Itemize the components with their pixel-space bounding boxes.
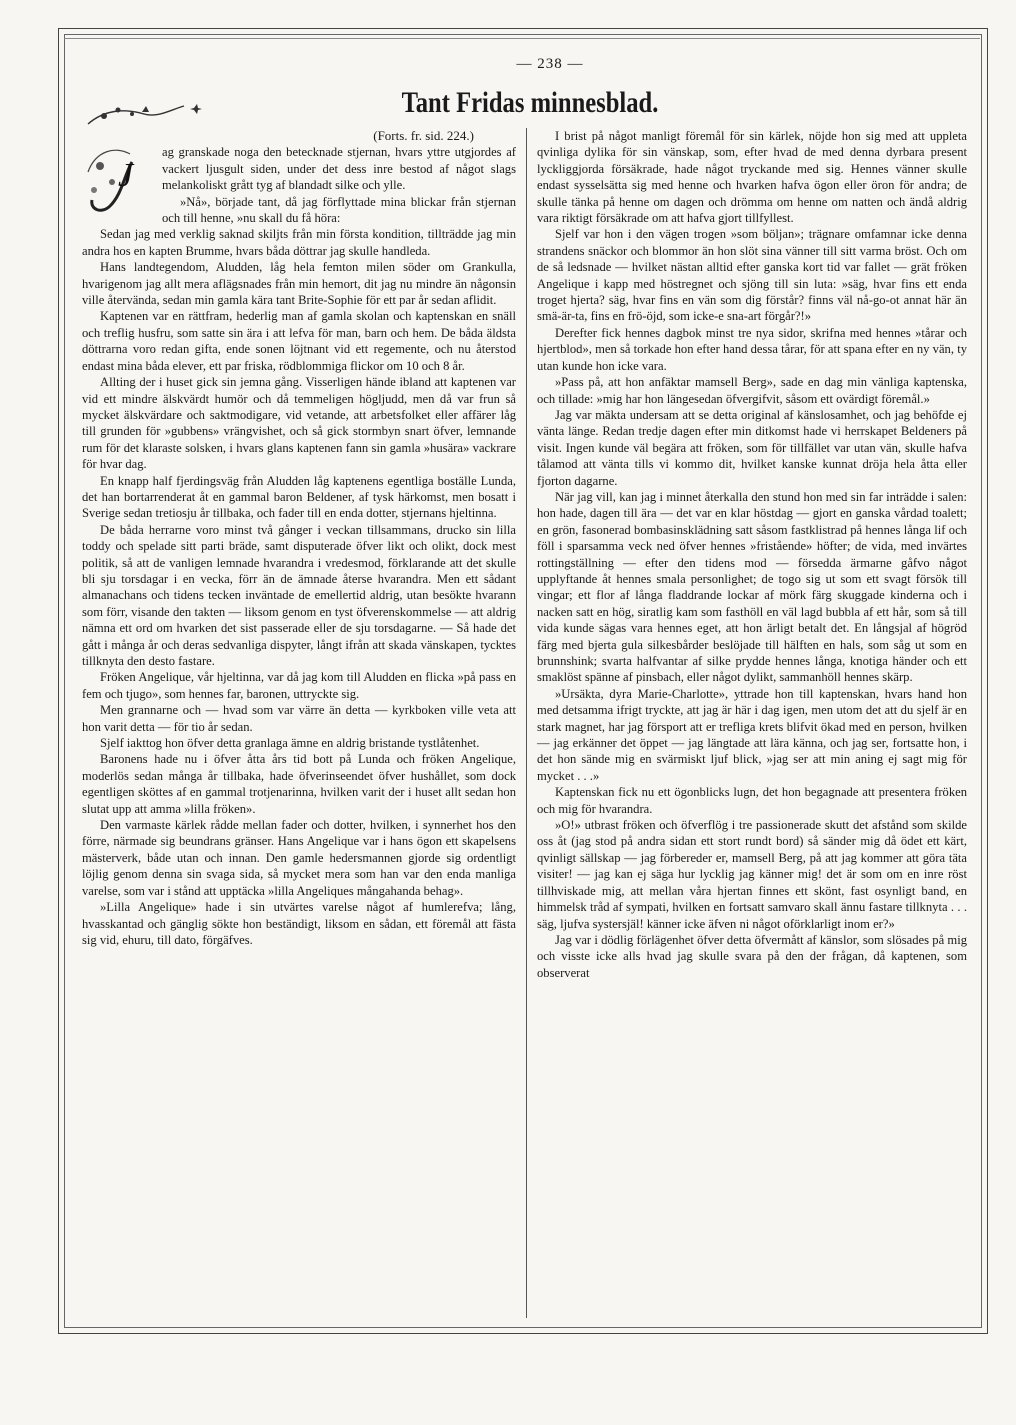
paragraph: Sjelf iakttog hon öfver detta granlaga ämne en aldrig bristande tystlåtenhet. — [100, 736, 480, 751]
paragraph: Fröken Angelique, vår hjeltinna, var då jag kom till Aludden en flicka »på pass en fem och tjugo», som hennes far, baronen, uttryckte sig. — [82, 670, 516, 701]
drop-cap-ornament-icon — [82, 142, 156, 218]
article-title: Tant Fridas minnesblad. — [401, 86, 659, 119]
paragraph: Kaptenskan fick nu ett ögonblicks lugn, det hon begagnade att presentera fröken och mig för hvarandra. — [537, 785, 967, 816]
paragraph: I brist på något manligt föremål för sin kärlek, nöjde hon sig med att uppleta qvinliga dylika för sin vänskap, som, efter hvad de med denna dyrbara present lyckliggjorda försäkrade, hade något tryckande med sig. Hennes vänner skulle endast sysselsätta sig med henne och hvarken hafva ögon eller öron för andra; de skulle tänka på henne om dagen och drömma om henne om natten och ändå aldrig vara riktigt försäkrade om att hafva gjort tillfyllest. — [537, 129, 967, 226]
paragraph: »Nå», började tant, då jag förflyttade mina blickar från stjernan och till henne, »nu skall du få höra: — [162, 194, 516, 226]
paragraph: Kaptenen var en rättfram, hederlig man af gamla skolan och kaptenskan en snäll och treflig husfru, som satte sin ära i att lefva för man, barn och hem. De båda äldsta döttrarna voro redan gifta, ende sonen löjtnant vid ett regemente, och nu återstod endast mina båda elever, ett par friska, rödblommiga flickor om 10 och 8 år. — [82, 309, 516, 373]
paragraph: Allting der i huset gick sin jemna gång. Visserligen hände ibland att kaptenen var vid ett mindre älskvärdt humör och då temmeligen högljudd, men då var frun så mycket älskvärdare och saktmodigare, vid vetande, att arbetsfolket eller affärer låg till grunden för »gubbens» vrängvishet, och så gick stormbyn snart öfver, lemnande rum för det klaraste solsken, i hvars glans kaptenen fann sin gamla »husära» vackrare för hvar dag. — [82, 375, 516, 472]
paragraph: Sjelf var hon i den vägen trogen »som böljan»; trägnare omfamnar icke denna strandens snäckor och blommor än hon slöt sina vänner till sitt varma bröst. Och om de så ledsnade — hvilket nästan alltid efter ganska kort tid var fallet — grät fröken Angelique i kapp med höstregnet och sjöng till sin luta: »säg, hvar fins ett enda troget hjerta? säg, hvar fins en vän som dig förstår? finns väl nå-go-ot annat här än smä-är-ta, fins en frö-öjd, som icke-e sna-art förgår?!» — [537, 227, 967, 324]
paragraph: »O!» utbrast fröken och öfverflög i tre passionerade skutt det afstånd som skilde oss åt (jag stod på andra sidan ett stort rundt bord) så sänder mig då ödet ett kärt, qvinligt sällskap — jag förbereder er, mamsell Berg, på att jag kommer att göra täta visiter! — jag kan ej säga hur lycklig jag känner mig! det är som om en inre röst tillhviskade mig, att mellan våra hjertan finnes ett skönt, fast osynligt band, en himmelsk tråd af sympati, hvilken en fortsatt samvaro skall ännu fastare tillknyta . . . säg, ljufva systersjäl! känner icke äfven ni något oförklarligt inom er?» — [537, 818, 967, 931]
paragraph: »Ursäkta, dyra Marie-Charlotte», yttrade hon till kaptenskan, hvars hand hon med detsamma ifrigt tryckte, att jag är här i dag igen, men utom det att du sjelf är en stark magnet, har jag försport att er trefliga krets blifvit ökad med en person, hvilken — jag erkänner det öppet — jag längtade att lära känna, och jag ser, fortsatte hon, i det hon sände mig en svärmiskt ljuf blick, »jag ser att min aning ej sagt mig för mycket . . .» — [537, 686, 967, 783]
right-column — [537, 128, 967, 981]
paragraph: De båda herrarne voro minst två gånger i veckan tillsammans, drucko sin lilla toddy och spelade sitt parti bräde, samt disputerade öfver likt och olikt, dock mest politik, så att de vanligen lemnade hvarandra i vredesmod, förklarande att det skulle bli sju torsdagar i en vecka, förr än de ämnade återse hvarandra. Men ett sådant almanachans och tidens tecken inväntade de emellertid aldrig, utan besökte hvarann som förr, visande den takten — liksom genom en tyst öfverenskommelse — att aldrig nämna ett ord om hvarken det sist passerade eller de sju torsdagarne. — Så hade det gått i många år och deras sedvanliga dispyter, långt ifrån att skada vänskapen, tycktes tillknyta den desto fastare. — [82, 522, 516, 668]
paragraph: Jag var i dödlig förlägenhet öfver detta öfvermått af känslor, som slösades på mig och visste icke alls hvad jag skulle svara på den der frågan, då kaptenen, som observerat — [537, 932, 967, 980]
paragraph: En knapp half fjerdingsväg från Aludden låg kaptenens egentliga boställe Lunda, det han bortarrenderat åt en gammal baron Beldener, af tysk härkomst, men bosatt i Sverige sedan tretiosju år tillbaka, och fader till en enda dotter, stjernans hjeltinna. — [82, 473, 516, 521]
paragraph: Men grannarne och — hvad som var värre än detta — kyrkboken ville veta att hon varit detta — för tio år sedan. — [82, 703, 516, 734]
drop-cap — [82, 142, 156, 218]
paragraph: Sedan jag med verklig saknad skiljts från min första kondition, tillträdde jag min andra hos en kapten Brumme, hvars båda döttrar jag skulle handleda. — [82, 227, 516, 258]
paragraph: Baronens hade nu i öfver åtta års tid bott på Lunda och fröken Angelique, moderlös sedan många år tillbaka, hade öfverinseendet öfver hushållet, som dock egentligen sköttes af en gammal trotjenarinna, hvilken varit der i huset allt sedan hon slutat upp att amma »lilla fröken». — [82, 752, 516, 816]
column-divider — [526, 128, 527, 1318]
drop-cap-letter: J — [118, 157, 134, 195]
paragraph: »Pass på, att hon anfäktar mamsell Berg», sade en dag min vänliga kaptenska, och tillade: »mig har hon längesedan öfvergifvit, såsom ett ovärdigt föremål.» — [537, 375, 967, 406]
paragraph: »Lilla Angelique» hade i sin utvärtes varelse något af humlerefva; lång, hvasskantad och gänglig sökte hon beständigt, liksom en sådan, ett föremål att fästa sig vid, ehuru, till dato, förgäfves. — [82, 900, 516, 947]
continuation-note: (Forts. fr. sid. 224.) — [373, 128, 474, 143]
paragraph: Den varmaste kärlek rådde mellan fader och dotter, hvilken, i synnerhet hos den förre, närmade sig beundrans gränser. Hans Angelique var i hans ögon ett skapelsens mästerverk, både utan och innan. Den gamle hedersmannen gjorde sig ordentligt löjlig genom denna sin svaga sida, så mycket mera som han var den enda manliga varelse, som var i stånd att upptäcka »lilla Angeliques mångahanda behag». — [82, 818, 516, 898]
paragraph: Jag var mäkta undersam att se detta original af känslosamhet, och jag behöfde ej vänta länge. Redan tredje dagen efter min ditkomst hade vi herrskapet Beldeners på visit. Ingen kunde väl begära att fröken, som för tillfället var utan vän, skulle hafva tålamod att vänta tills vi kommo dit, hvilket kanske kunnat dröja hela åtta eller fjorton dagarne. — [537, 407, 967, 488]
paragraph-text: ag granskade noga den betecknade stjernan, hvars yttre utgjordes af vackert ljusgult siden, under det dess inre bestod af något slags melankoliskt grått tyg af blandadt silke och ylle. — [162, 145, 516, 193]
top-rule — [64, 38, 980, 39]
left-column — [82, 128, 516, 948]
paragraph: När jag vill, kan jag i minnet återkalla den stund hon med sin far inträdde i salen: hon hade, dagen till ära — det var en klar höstdag — gjort en ganska vårdad toalett; en grön, fasonerad bombasinsklädning satt såsom fastklistrad på hennes långa lif och föll i sparsamma veck ned öfver hennes »fristående» höfter; de vida, med invärtes rottingställning — efter den tidens mod — försedda ärmarne gåfvo något upplyftande åt hennes smala personlighet; de togo sig ut som ett svagt försök till vingar; ett flor af långa fladdrande lockar af mörk färg skuggade kinderna och i nacken satt en hög, siratlig kam som fasthöll en väl lagd bubbla af ett hår, som så till vida kunde sägas vara hennes eget, att hon ärligt betalt det. En långsjal af högröd färg med bjerta gula silkesbårder beslöjade till hälften en hals, som såg ut som en brunnshink; svarta halfvantar af silke prydde hennes långa, knotiga händer och ett smaklöst spänne af pinsbach, eller något dylikt, sammanhöll hennes skärp. — [537, 489, 967, 685]
paragraph: Hans landtegendom, Aludden, låg hela femton milen söder om Grankulla, hvarigenom jag allt mera aflägsnades från min hemort, dit jag nu mindre än någonsin ville återvända, sedan min gamla kära tant Brite-Sophie för ett par år sedan aflidit. — [82, 260, 516, 308]
page-number: — 238 — — [516, 56, 584, 72]
floral-ornament-icon — [84, 100, 202, 130]
paragraph: Derefter fick hennes dagbok minst tre nya sidor, skrifna med hennes »tårar och hjertblod», men så torkade hon efter hand dessa tårar, för att spana efter en ny vän, ty utan kunde hon icke vara. — [537, 325, 967, 373]
paragraph — [82, 144, 516, 193]
